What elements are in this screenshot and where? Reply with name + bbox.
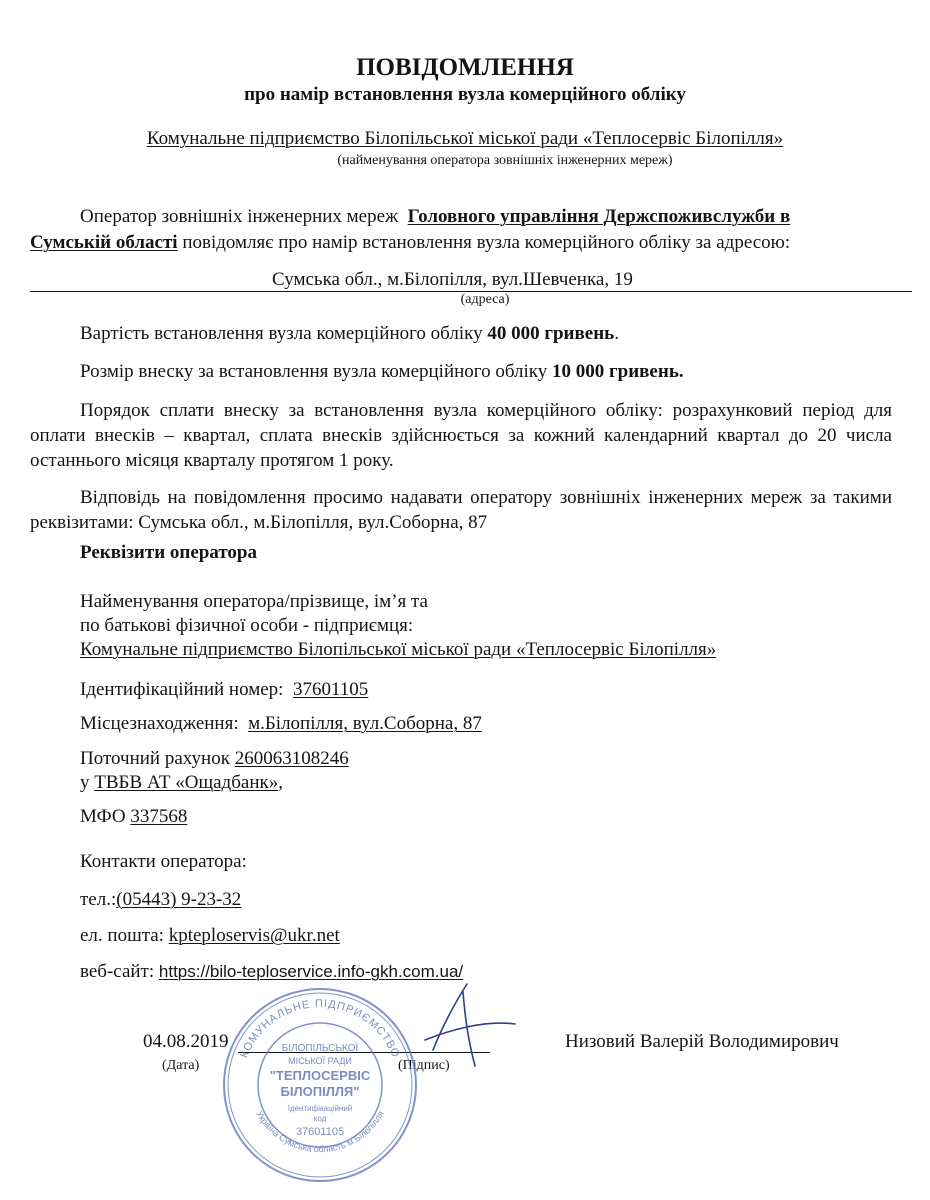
cost-line: [80, 323, 619, 346]
bank-suffix: ,: [278, 772, 283, 793]
email-link[interactable]: kpteploservis@ukr.net: [168, 925, 340, 946]
document-subtitle: про намір встановлення вузла комерційного обліку: [244, 84, 686, 105]
cost-text: Вартість встановлення вузла комерційного обліку: [80, 323, 483, 344]
cost-amount: 40 000 гривень: [487, 323, 615, 344]
handwritten-signature: [405, 980, 525, 1070]
location-value: м.Білопілля, вул.Соборна, 87: [248, 713, 482, 734]
phone-line: [80, 889, 241, 912]
website-link[interactable]: https://bilo-teploservice.info-gkh.com.ua/: [158, 962, 464, 981]
stamp-line-3: "ТЕПЛОСЕРВІС: [269, 1068, 371, 1083]
operator-caption: (найменування оператора зовнішніх інженерних мереж): [337, 153, 673, 168]
account-line: [80, 748, 349, 771]
intro-line-2: [30, 232, 790, 255]
stamp-outer-text: КОМУНАЛЬНЕ ПІДПРИЄМСТВО: [238, 997, 402, 1060]
email-label: ел. пошта:: [80, 925, 164, 946]
bank-line: [80, 772, 283, 795]
mfo-label: МФО: [80, 806, 126, 827]
mfo-value: 337568: [130, 806, 188, 827]
fee-text: Розмір внеску за встановлення вузла комерційного обліку: [80, 361, 548, 382]
cost-end: .: [614, 323, 619, 344]
stamp-line-2: МІСЬКОЇ РАДИ: [288, 1056, 352, 1066]
intro-line-1: [80, 206, 790, 229]
website-label: веб-сайт:: [80, 961, 155, 982]
stamp-line-1: БІЛОПІЛЬСЬКОЇ: [281, 1043, 359, 1054]
intro-recipient-1: Головного управління Держспоживслужби в: [407, 206, 791, 227]
operator-name: Комунальне підприємство Білопільської міської ради «Теплосервіс Білопілля»: [146, 128, 784, 149]
stamp-line-4: БІЛОПІЛЛЯ": [280, 1084, 360, 1099]
location-label: Місцезнаходження:: [80, 713, 239, 734]
date-caption: (Дата): [162, 1058, 200, 1073]
intro-rest: повідомляє про намір встановлення вузла комерційного обліку за адресою:: [182, 232, 791, 253]
id-line: [80, 679, 368, 702]
payment-order-paragraph: Порядок сплати внеску за встановлення вузла комерційного обліку: розрахунковий період для оплати внесків – квартал, сплата внесків здійснюється за кожний календарний квартал до 20 числа останнього місяця кварталу протягом 1 року.: [30, 400, 892, 471]
stamp-line-6: код: [313, 1114, 327, 1123]
contacts-heading: Контакти оператора:: [80, 851, 247, 872]
stamp-bottom-text: Україна Сумська область м.Білопілля: [254, 1109, 386, 1155]
response-request-paragraph: Відповідь на повідомлення просимо надавати оператору зовнішніх інженерних мереж за такими реквізитами: Сумська обл., м.Білопілля, вул.Соборна, 87: [30, 487, 892, 533]
name-label-1: Найменування оператора/прізвище, ім’я та: [80, 591, 428, 612]
requisites-heading: Реквізити оператора: [80, 542, 257, 563]
bank-value: ТВБВ АТ «Ощадбанк»: [94, 772, 279, 793]
fee-amount: 10 000 гривень.: [552, 361, 684, 382]
signer-name: Низовий Валерій Володимирович: [565, 1031, 839, 1052]
stamp-line-5: Ідентифікаційний: [287, 1104, 353, 1113]
phone-label: тел.:: [80, 889, 117, 910]
id-label: Ідентифікаційний номер:: [80, 679, 284, 700]
requisites-name-value: Комунальне підприємство Білопільської міської ради «Теплосервіс Білопілля»: [80, 639, 717, 660]
signature-date: 04.08.2019: [143, 1031, 229, 1052]
intro-lead: Оператор зовнішніх інженерних мереж: [80, 206, 399, 227]
bank-prefix: у: [80, 772, 90, 793]
account-value: 260063108246: [234, 748, 349, 769]
address-caption: (адреса): [460, 292, 510, 307]
stamp-code: 37601105: [295, 1126, 345, 1138]
fee-line: [80, 361, 684, 384]
email-line: [80, 925, 340, 948]
id-value: 37601105: [292, 679, 369, 700]
address-value: Сумська обл., м.Білопілля, вул.Шевченка, 19: [272, 269, 633, 290]
stamp-seal: [220, 985, 420, 1185]
name-label-2: по батькові фізичної особи - підприємця:: [80, 615, 414, 636]
location-line: [80, 713, 482, 736]
document-title: ПОВІДОМЛЕННЯ: [356, 54, 574, 81]
mfo-line: [80, 806, 187, 829]
account-label: Поточний рахунок: [80, 748, 230, 769]
intro-recipient-2: Сумській області: [30, 232, 178, 253]
phone-value: (05443) 9-23-32: [116, 889, 242, 910]
sign-caption: (Підпис): [398, 1058, 450, 1073]
